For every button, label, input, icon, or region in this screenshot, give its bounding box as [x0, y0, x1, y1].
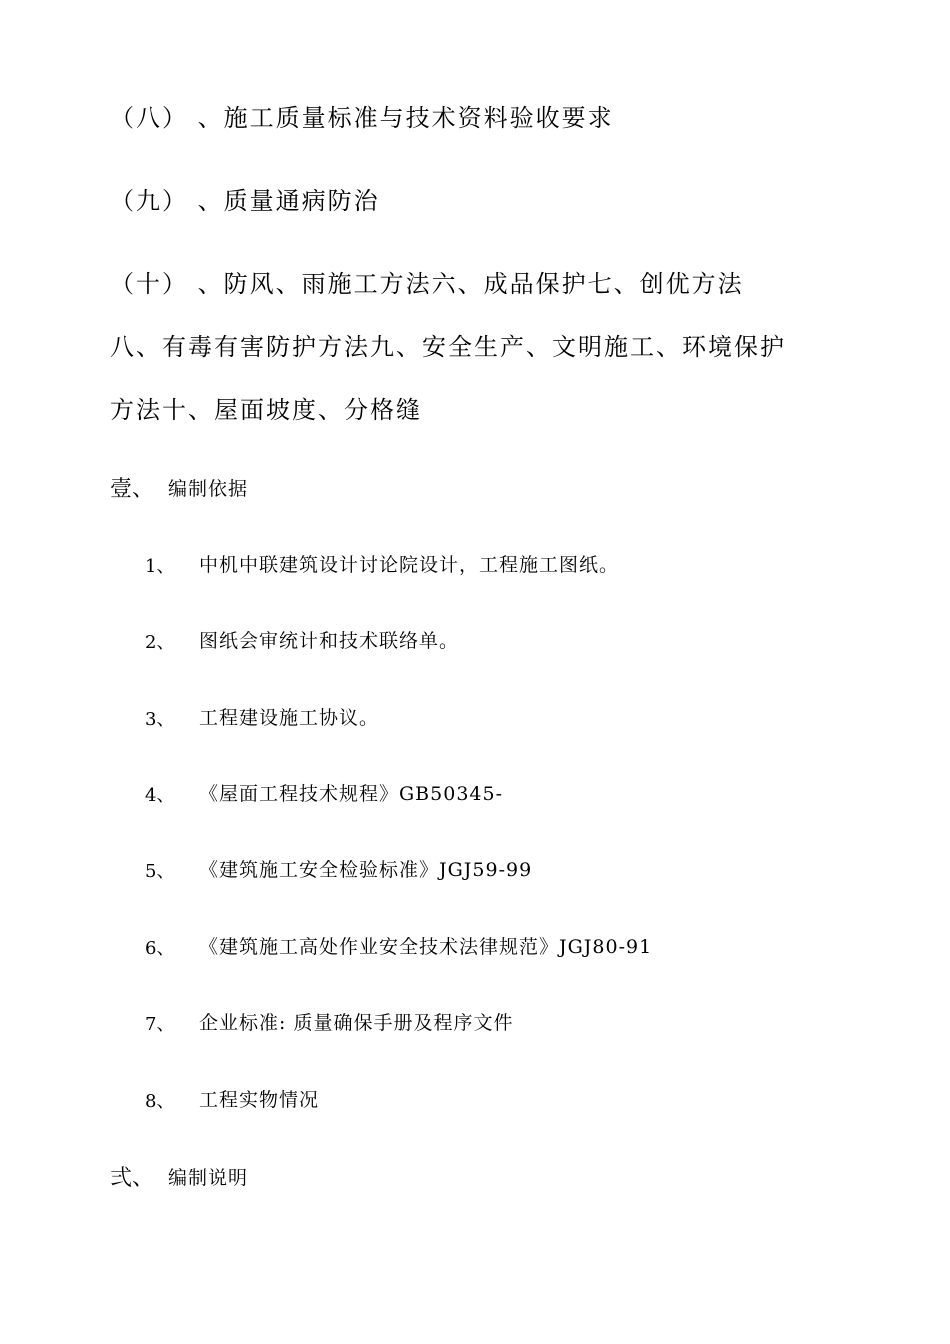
item-number: 7、 [145, 1014, 175, 1035]
item-text: 《建筑施工高处作业安全技术法律规范》JGJ80-91 [199, 936, 653, 958]
section-title: 编制依据 [168, 478, 249, 500]
item-number: 1、 [145, 556, 175, 577]
toc-line-8: （八） 、施工质量标准与技术资料验收要求 [110, 104, 614, 132]
item-text: 企业标准: 质量确保手册及程序文件 [199, 1012, 514, 1034]
item-text: 图纸会审统计和技术联络单。 [199, 630, 460, 652]
item-number: 3、 [145, 709, 175, 730]
section-number: 壹、 [110, 477, 155, 502]
item-number: 4、 [145, 785, 175, 806]
item-number: 5、 [145, 861, 175, 882]
item-text: 《屋面工程技术规程》GB50345- [199, 783, 504, 805]
section-title: 编制说明 [168, 1167, 249, 1189]
item-text: 工程建设施工协议。 [199, 707, 380, 729]
toc-line-10-cont-1: 八、有毒有害防护方法九、安全生产、文明施工、环境保护 [110, 333, 786, 361]
item-number: 6、 [145, 938, 175, 959]
item-text: 中机中联建筑设计讨论院设计，工程施工图纸。 [199, 554, 620, 576]
item-number: 2、 [145, 632, 175, 653]
toc-line-10: （十） 、防风、雨施工方法六、成品保护七、创优方法 [110, 270, 744, 298]
item-text: 工程实物情况 [199, 1089, 320, 1111]
toc-line-9: （九） 、质量通病防治 [110, 187, 380, 215]
item-number: 8、 [145, 1091, 175, 1112]
toc-line-10-cont-2: 方法十、屋面坡度、分格缝 [110, 396, 422, 424]
section-number: 弍、 [110, 1166, 155, 1191]
item-text: 《建筑施工安全检验标准》JGJ59-99 [199, 859, 533, 881]
